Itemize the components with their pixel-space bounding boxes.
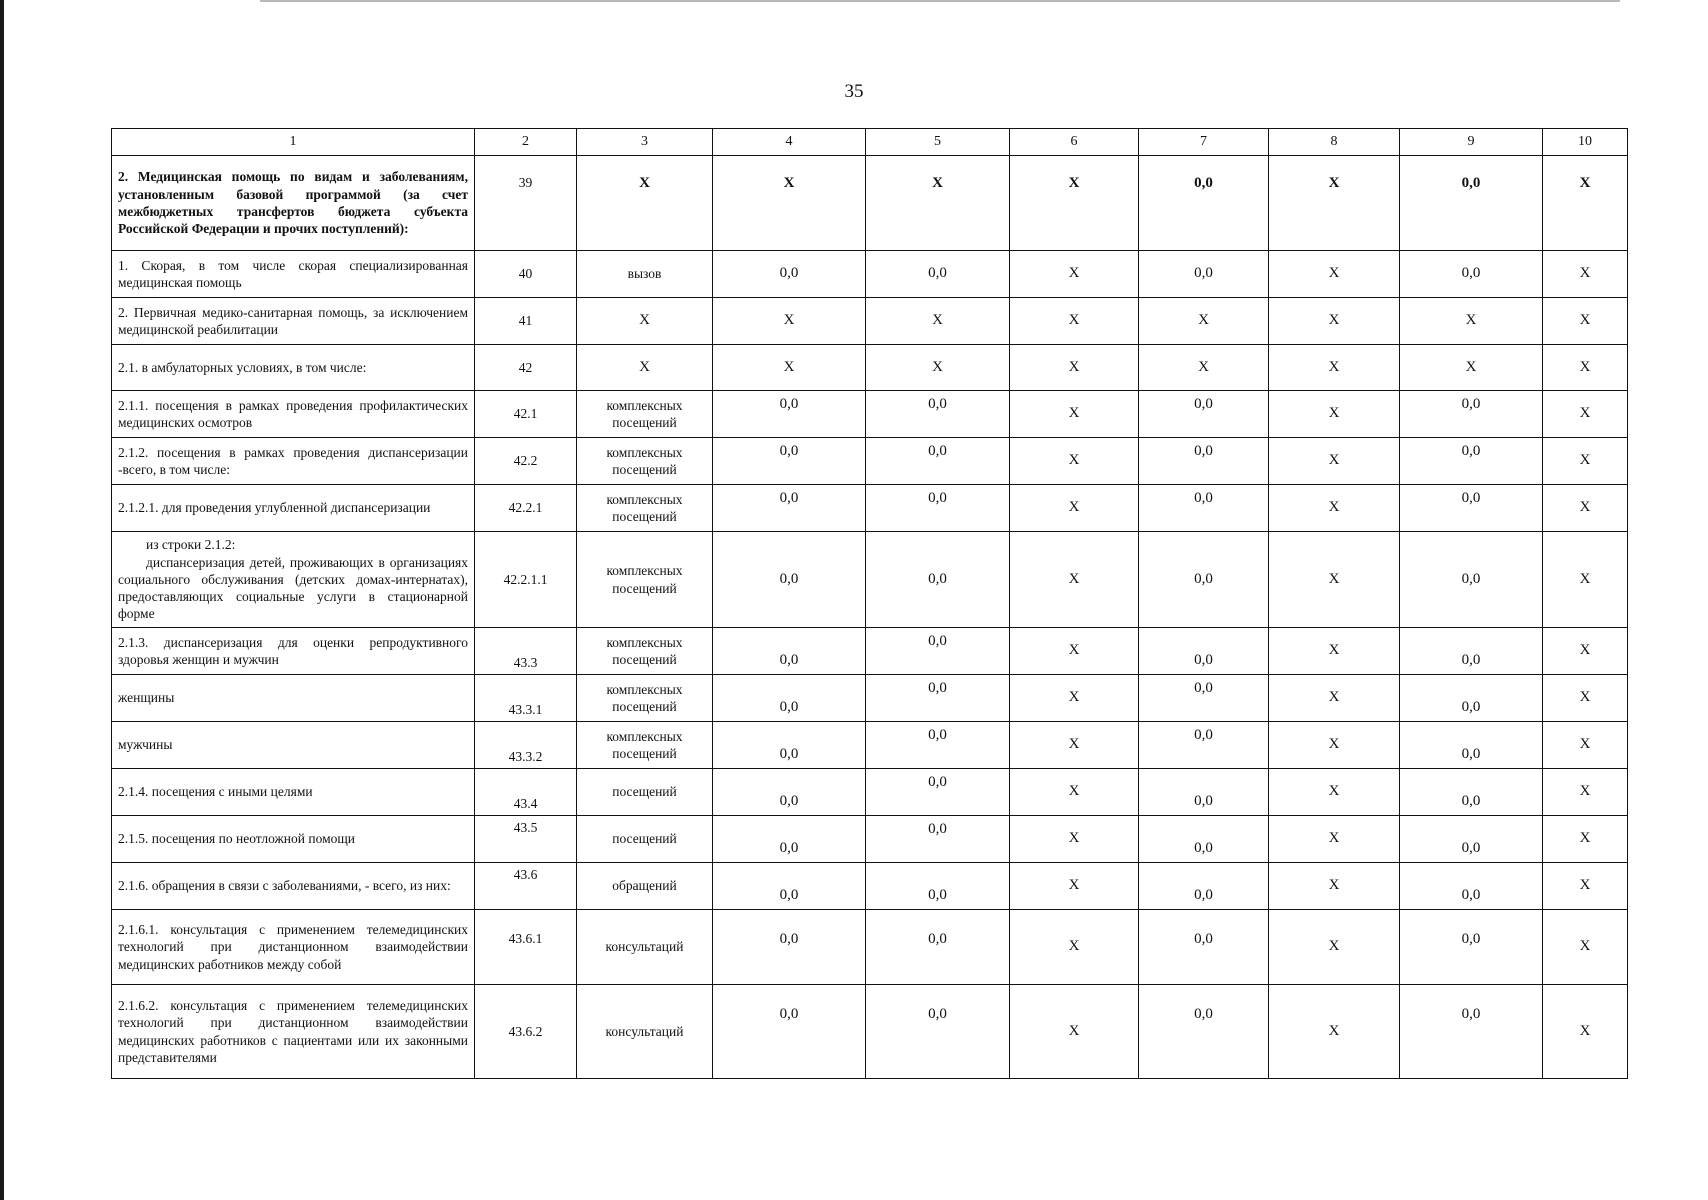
cell-col8: X: [1269, 156, 1400, 251]
table-row: [112, 816, 1628, 863]
row-code: 43.6: [475, 863, 577, 910]
cell-col6: X: [1010, 675, 1139, 722]
row-code: 43.4: [475, 769, 577, 816]
data-table: [111, 128, 1628, 1079]
cell-col10: X: [1543, 816, 1628, 863]
cell-col8: X: [1269, 391, 1400, 438]
cell-col5: 0,0: [866, 722, 1010, 769]
cell-col10: X: [1543, 251, 1628, 298]
cell-col10: X: [1543, 485, 1628, 532]
row-unit: X: [577, 156, 713, 251]
cell-col7: 0,0: [1139, 769, 1269, 816]
row-name: 2.1.5. посещения по неотложной помощи: [112, 816, 475, 863]
cell-col10: X: [1543, 863, 1628, 910]
cell-col4: X: [713, 156, 866, 251]
column-header: 9: [1400, 129, 1543, 156]
cell-col6: X: [1010, 532, 1139, 628]
cell-col8: X: [1269, 985, 1400, 1079]
cell-col9: 0,0: [1400, 910, 1543, 985]
cell-col10: X: [1543, 910, 1628, 985]
row-name: 2.1. в амбулаторных условиях, в том числе:: [112, 345, 475, 391]
cell-col5: X: [866, 298, 1010, 345]
row-code: 43.3: [475, 628, 577, 675]
column-header: 10: [1543, 129, 1628, 156]
table-row: [112, 985, 1628, 1079]
cell-col7: 0,0: [1139, 985, 1269, 1079]
column-header: 3: [577, 129, 713, 156]
cell-col10: X: [1543, 345, 1628, 391]
table-row: [112, 863, 1628, 910]
cell-col7: 0,0: [1139, 438, 1269, 485]
cell-col10: X: [1543, 628, 1628, 675]
cell-col5: X: [866, 345, 1010, 391]
cell-col9: 0,0: [1400, 391, 1543, 438]
cell-col4: 0,0: [713, 675, 866, 722]
cell-col6: X: [1010, 438, 1139, 485]
cell-col6: X: [1010, 628, 1139, 675]
table-row: [112, 298, 1628, 345]
row-code: 42.2.1: [475, 485, 577, 532]
cell-col7: 0,0: [1139, 675, 1269, 722]
cell-col9: 0,0: [1400, 816, 1543, 863]
row-name: 2. Первичная медико-санитарная помощь, за исключением медицинской реабилитации: [112, 298, 475, 345]
cell-col4: 0,0: [713, 438, 866, 485]
row-name: 2.1.6. обращения в связи с заболеваниями, - всего, из них:: [112, 863, 475, 910]
cell-col8: X: [1269, 628, 1400, 675]
cell-col6: X: [1010, 816, 1139, 863]
cell-col6: X: [1010, 298, 1139, 345]
row-name-prefix: из строки 2.1.2:: [146, 537, 236, 553]
cell-col8: X: [1269, 532, 1400, 628]
cell-col8: X: [1269, 251, 1400, 298]
cell-col8: X: [1269, 298, 1400, 345]
row-name: мужчины: [112, 722, 475, 769]
row-code: 42.2.1.1: [475, 532, 577, 628]
row-unit: посещений: [577, 769, 713, 816]
row-unit: обращений: [577, 863, 713, 910]
cell-col4: X: [713, 345, 866, 391]
page-number: 35: [844, 81, 864, 102]
row-code: 43.6.2: [475, 985, 577, 1079]
cell-col7: 0,0: [1139, 863, 1269, 910]
row-unit: X: [577, 345, 713, 391]
cell-col4: X: [713, 298, 866, 345]
row-code: 43.6.1: [475, 910, 577, 985]
row-name: 2.1.4. посещения с иными целями: [112, 769, 475, 816]
table-row: [112, 628, 1628, 675]
cell-col10: X: [1543, 985, 1628, 1079]
cell-col9: 0,0: [1400, 863, 1543, 910]
cell-col6: X: [1010, 985, 1139, 1079]
cell-col9: 0,0: [1400, 769, 1543, 816]
table-row: [112, 156, 1628, 251]
row-name: 2.1.2. посещения в рамках проведения диспансеризации -всего, в том числе:: [112, 438, 475, 485]
row-code: 39: [475, 156, 577, 251]
row-code: 42.1: [475, 391, 577, 438]
cell-col4: 0,0: [713, 485, 866, 532]
column-header: 1: [112, 129, 475, 156]
scan-artifact-line: [260, 0, 1620, 2]
row-code: 42: [475, 345, 577, 391]
column-header: 5: [866, 129, 1010, 156]
cell-col4: 0,0: [713, 863, 866, 910]
row-name: женщины: [112, 675, 475, 722]
column-header: 2: [475, 129, 577, 156]
cell-col9: 0,0: [1400, 985, 1543, 1079]
cell-col4: 0,0: [713, 769, 866, 816]
table-row: [112, 910, 1628, 985]
cell-col9: 0,0: [1400, 251, 1543, 298]
row-code: 43.3.2: [475, 722, 577, 769]
row-code: 42.2: [475, 438, 577, 485]
cell-col8: X: [1269, 816, 1400, 863]
cell-col5: 0,0: [866, 910, 1010, 985]
row-name: 2.1.6.1. консультация с применением телемедицинских технологий при дистанционном взаимодействии медицинских работников между собой: [112, 910, 475, 985]
cell-col7: X: [1139, 298, 1269, 345]
table-row: [112, 722, 1628, 769]
cell-col9: 0,0: [1400, 438, 1543, 485]
cell-col10: X: [1543, 438, 1628, 485]
cell-col5: 0,0: [866, 769, 1010, 816]
table-row: [112, 675, 1628, 722]
cell-col6: X: [1010, 769, 1139, 816]
cell-col6: X: [1010, 156, 1139, 251]
row-unit: посещений: [577, 816, 713, 863]
cell-col6: X: [1010, 910, 1139, 985]
cell-col10: X: [1543, 156, 1628, 251]
cell-col10: X: [1543, 391, 1628, 438]
table-row: [112, 345, 1628, 391]
cell-col5: 0,0: [866, 985, 1010, 1079]
cell-col5: 0,0: [866, 485, 1010, 532]
cell-col7: 0,0: [1139, 485, 1269, 532]
cell-col5: 0,0: [866, 251, 1010, 298]
table-row: [112, 438, 1628, 485]
row-name: 2.1.6.2. консультация с применением телемедицинских технологий при дистанционном взаимодействии медицинских работников с пациентами или их законными представителями: [112, 985, 475, 1079]
row-unit: комплексных посещений: [577, 675, 713, 722]
cell-col6: X: [1010, 345, 1139, 391]
cell-col5: 0,0: [866, 391, 1010, 438]
cell-col9: 0,0: [1400, 675, 1543, 722]
scan-left-edge: [0, 0, 4, 1200]
cell-col8: X: [1269, 485, 1400, 532]
row-unit: комплексных посещений: [577, 391, 713, 438]
cell-col4: 0,0: [713, 985, 866, 1079]
cell-col7: 0,0: [1139, 391, 1269, 438]
column-header: 4: [713, 129, 866, 156]
cell-col5: 0,0: [866, 675, 1010, 722]
cell-col7: X: [1139, 345, 1269, 391]
row-code: 41: [475, 298, 577, 345]
row-name-text: диспансеризация детей, проживающих в организациях социального обслуживания (детских домах-интернатах), предоставляющих социальные услуги в стационарной форме: [118, 554, 468, 622]
column-header: 8: [1269, 129, 1400, 156]
column-header: 7: [1139, 129, 1269, 156]
row-name: 1. Скорая, в том числе скорая специализированная медицинская помощь: [112, 251, 475, 298]
cell-col6: X: [1010, 391, 1139, 438]
cell-col4: 0,0: [713, 722, 866, 769]
table-row: [112, 251, 1628, 298]
cell-col4: 0,0: [713, 251, 866, 298]
cell-col5: 0,0: [866, 438, 1010, 485]
table-row: [112, 769, 1628, 816]
cell-col7: 0,0: [1139, 628, 1269, 675]
cell-col10: X: [1543, 722, 1628, 769]
cell-col8: X: [1269, 769, 1400, 816]
row-unit: комплексных посещений: [577, 485, 713, 532]
cell-col4: 0,0: [713, 391, 866, 438]
cell-col9: X: [1400, 298, 1543, 345]
cell-col6: X: [1010, 485, 1139, 532]
cell-col10: X: [1543, 769, 1628, 816]
cell-col9: X: [1400, 345, 1543, 391]
cell-col10: X: [1543, 532, 1628, 628]
cell-col8: X: [1269, 438, 1400, 485]
cell-col7: 0,0: [1139, 156, 1269, 251]
cell-col4: 0,0: [713, 910, 866, 985]
header-row: [112, 129, 1628, 156]
cell-col9: 0,0: [1400, 532, 1543, 628]
row-unit: комплексных посещений: [577, 532, 713, 628]
table-row: [112, 485, 1628, 532]
cell-col8: X: [1269, 910, 1400, 985]
cell-col9: 0,0: [1400, 628, 1543, 675]
row-name: 2.1.3. диспансеризация для оценки репродуктивного здоровья женщин и мужчин: [112, 628, 475, 675]
cell-col4: 0,0: [713, 628, 866, 675]
cell-col7: 0,0: [1139, 722, 1269, 769]
row-unit: X: [577, 298, 713, 345]
cell-col6: X: [1010, 722, 1139, 769]
cell-col7: 0,0: [1139, 251, 1269, 298]
cell-col10: X: [1543, 298, 1628, 345]
cell-col6: X: [1010, 863, 1139, 910]
row-unit: комплексных посещений: [577, 438, 713, 485]
row-unit: консультаций: [577, 910, 713, 985]
cell-col8: X: [1269, 722, 1400, 769]
row-code: 43.3.1: [475, 675, 577, 722]
cell-col4: 0,0: [713, 816, 866, 863]
cell-col6: X: [1010, 251, 1139, 298]
cell-col7: 0,0: [1139, 910, 1269, 985]
cell-col9: 0,0: [1400, 156, 1543, 251]
row-name: [112, 532, 475, 628]
cell-col7: 0,0: [1139, 532, 1269, 628]
cell-col8: X: [1269, 675, 1400, 722]
cell-col9: 0,0: [1400, 485, 1543, 532]
row-name: 2. Медицинская помощь по видам и заболеваниям, установленным базовой программой (за счет межбюджетных трансфертов бюджета субъекта Российской Федерации и прочих поступлений):: [112, 156, 475, 251]
row-unit: вызов: [577, 251, 713, 298]
cell-col5: X: [866, 156, 1010, 251]
table-row: [112, 391, 1628, 438]
row-unit: консультаций: [577, 985, 713, 1079]
cell-col8: X: [1269, 863, 1400, 910]
row-name: 2.1.2.1. для проведения углубленной диспансеризации: [112, 485, 475, 532]
cell-col5: 0,0: [866, 863, 1010, 910]
cell-col9: 0,0: [1400, 722, 1543, 769]
cell-col4: 0,0: [713, 532, 866, 628]
cell-col10: X: [1543, 675, 1628, 722]
cell-col5: 0,0: [866, 532, 1010, 628]
row-name: 2.1.1. посещения в рамках проведения профилактических медицинских осмотров: [112, 391, 475, 438]
cell-col5: 0,0: [866, 816, 1010, 863]
row-unit: комплексных посещений: [577, 722, 713, 769]
cell-col8: X: [1269, 345, 1400, 391]
cell-col7: 0,0: [1139, 816, 1269, 863]
row-unit: комплексных посещений: [577, 628, 713, 675]
cell-col5: 0,0: [866, 628, 1010, 675]
row-code: 43.5: [475, 816, 577, 863]
row-code: 40: [475, 251, 577, 298]
table-row: [112, 532, 1628, 628]
column-header: 6: [1010, 129, 1139, 156]
